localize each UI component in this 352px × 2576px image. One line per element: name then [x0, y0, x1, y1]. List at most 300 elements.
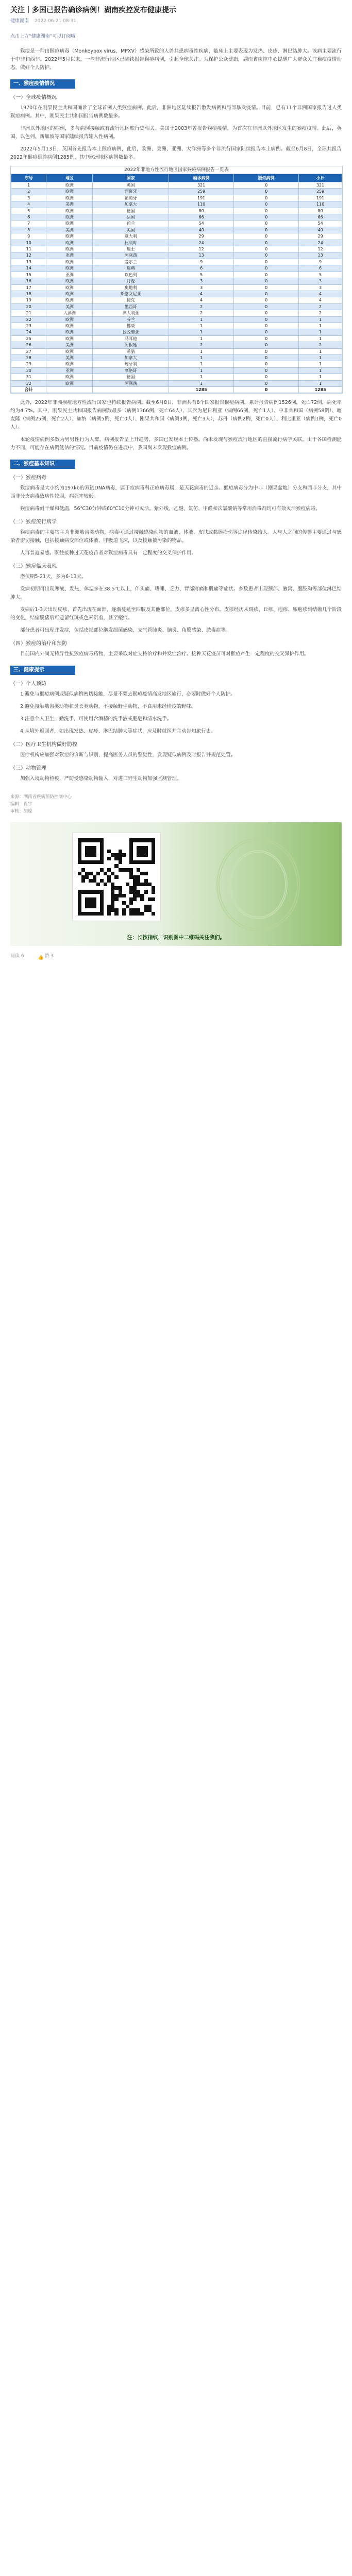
table-cell: 2 [299, 342, 342, 348]
table-cell: 1 [299, 380, 342, 386]
publish-date: 2022-06-21 08:31 [34, 19, 76, 24]
table-row [11, 182, 342, 189]
table-row [11, 265, 342, 272]
table-cell: 0 [234, 208, 299, 214]
table-cell: 欧洲 [46, 214, 93, 221]
table-row [11, 329, 342, 335]
table-cell: 0 [234, 329, 299, 335]
table-cell: 芬兰 [93, 316, 169, 323]
table-cell: 1 [299, 354, 342, 361]
table-cell: 0 [234, 348, 299, 354]
table-cell: 1 [299, 316, 342, 323]
paragraph: 部分患者可出现并发症，包括皮损部位继发细菌感染、支气管肺炎、脑炎、角膜感染、脓毒症等。 [20, 628, 231, 634]
table-cell: 美洲 [46, 201, 93, 208]
table-cell: 瑞典 [93, 265, 169, 272]
table-cell: 1 [169, 354, 234, 361]
table-row [11, 208, 342, 214]
table-title: 2022年非地方性流行地区国家猴痘病例报告一览表 [11, 166, 342, 174]
subheading: （一）全球疫情概况 [10, 95, 57, 100]
credit-review [10, 808, 342, 815]
table-cell: 美国 [93, 227, 169, 233]
table-cell: 54 [169, 221, 234, 227]
table-cell: 0 [234, 354, 299, 361]
table-cell: 加拿大 [93, 201, 169, 208]
table-row [11, 201, 342, 208]
table-cell: 19 [11, 297, 46, 303]
table-cell: 110 [169, 201, 234, 208]
like-value: 3 [51, 954, 54, 959]
table-cell: 3 [169, 284, 234, 291]
table-row [11, 240, 342, 246]
table-row [11, 284, 342, 291]
table-cell: 合计 [11, 387, 46, 393]
table-row [11, 354, 342, 361]
table-row [11, 342, 342, 348]
table-cell: 欧洲 [46, 374, 93, 380]
table-cell: 4 [169, 297, 234, 303]
paragraph: 猴痘病毒耐干燥和低温，56℃30分钟或60℃10分钟可灭活。紫外线、乙醚、氯仿、甲醛和次氯酸钠等常用消毒剂均可有效灭活猴痘病毒。 [20, 506, 321, 512]
table-cell: 1 [169, 316, 234, 323]
table-cell: 24 [169, 240, 234, 246]
table-cell: 80 [299, 208, 342, 214]
table-cell: 29 [169, 233, 234, 240]
table-cell: 2 [299, 303, 342, 310]
table-cell: 2 [299, 310, 342, 316]
subscribe-tagline[interactable]: 点击上方“健康湖南”可以订阅哦 [10, 34, 76, 39]
table-cell: 墨西哥 [93, 303, 169, 310]
table-cell: 23 [11, 323, 46, 329]
table-cell: 1 [299, 323, 342, 329]
table-cell: 英国 [93, 182, 169, 189]
table-cell: 8 [11, 227, 46, 233]
table-cell: 欧洲 [46, 195, 93, 201]
table-cell: 比利时 [93, 240, 169, 246]
table-cell: 4 [299, 291, 342, 297]
table-cell: 0 [234, 297, 299, 303]
table-cell: 美洲 [46, 227, 93, 233]
table-cell: 美洲 [46, 354, 93, 361]
table-cell: 9 [299, 259, 342, 265]
table-cell: 欧洲 [46, 316, 93, 323]
table-cell: 4 [299, 297, 342, 303]
table-cell: 0 [234, 342, 299, 348]
case-table [10, 166, 343, 394]
table-cell: 1 [11, 182, 46, 189]
subheading: （二）猴痘流行病学 [10, 519, 57, 526]
table-header: 确诊病例 [169, 174, 234, 182]
credit-label: 来源： [10, 794, 24, 800]
table-cell: 1285 [299, 387, 342, 393]
table-row [11, 252, 342, 259]
table-cell: 24 [11, 329, 46, 335]
table-cell: 11 [11, 246, 46, 252]
table-cell: 1 [169, 329, 234, 335]
paragraph: 猴痘病毒是大小约为197kb的双链DNA病毒，属于痘病毒科正痘病毒属，是天花病毒的近亲。猴痘病毒分为中非（刚果盆地）分支和西非分支，其中西非分支病毒致病性较弱，病死率较低。 [10, 485, 342, 500]
table-row [11, 227, 342, 233]
table-cell: 3 [169, 278, 234, 284]
paragraph: 2.避免接触啮齿类动物和灵长类动物，不接触野生动物，不食用未经检疫的野味。 [20, 704, 196, 710]
table-cell: 54 [299, 221, 342, 227]
table-row [11, 380, 342, 386]
paragraph: 人群普遍易感。既往接种过天花疫苗者对猴痘病毒具有一定程度的交叉保护作用。 [20, 550, 197, 556]
table-cell: 5 [169, 272, 234, 278]
table-cell: 欧洲 [46, 297, 93, 303]
paragraph: 1970年在刚果民主共和国确诊了全球首例人类猴痘病例。此后，非洲地区陆续报告散发病例和局部暴发疫情。目前，已有11个非洲国家报告过人类猴痘病例。其中，刚果民主共和国报告病例数最多。 [10, 105, 342, 119]
table-row [11, 233, 342, 240]
table-cell: 欧洲 [46, 335, 93, 342]
table-cell: 10 [11, 240, 46, 246]
table-cell: 66 [169, 214, 234, 221]
table-cell: 40 [299, 227, 342, 233]
credit-value: 肖宇 [23, 802, 32, 807]
article-title: 关注丨多国已报告确诊病例！湖南疾控发布健康提示 [10, 6, 176, 14]
table-cell: 欧洲 [46, 208, 93, 214]
article-actions [10, 952, 342, 960]
table-cell: 阿根廷 [93, 342, 169, 348]
table-cell: 欧洲 [46, 259, 93, 265]
table-cell: 0 [234, 367, 299, 374]
table-cell: 大洋洲 [46, 310, 93, 316]
table-cell: 欧洲 [46, 278, 93, 284]
table-cell: 欧洲 [46, 233, 93, 240]
table-cell: 66 [299, 214, 342, 221]
table-cell: 26 [11, 342, 46, 348]
table-cell: 0 [234, 233, 299, 240]
table-cell: 5 [11, 208, 46, 214]
table-row [11, 221, 342, 227]
author-link[interactable]: 健康湖南 [10, 19, 29, 24]
qr-banner [10, 822, 342, 946]
table-cell: 18 [11, 291, 46, 297]
subheading: （一）猴痘病毒 [10, 475, 46, 481]
table-cell: 3 [299, 284, 342, 291]
paragraph: 目前国内外尚无特异性抗猴痘病毒药物，主要采取对症支持治疗和并发症治疗。接种天花疫苗可对猴痘产生一定程度的交叉保护作用。 [20, 651, 309, 657]
qr-caption: 注：长按指纹，识别图中二维码关注我们。 [127, 935, 225, 941]
section-heading-1: 一、猴痘疫情情况 [10, 79, 75, 89]
table-cell: 1 [169, 380, 234, 386]
read-label: 阅读 [10, 954, 20, 959]
table-header: 序号 [11, 174, 46, 182]
table-cell: 0 [234, 316, 299, 323]
paragraph: 1.避免与猴痘病例或疑似病例密切接触，尽量不要去猴痘疫情高发地区旅行，必要时做好个人防护。 [20, 691, 236, 698]
table-cell: 欧洲 [46, 246, 93, 252]
fingerprint-icon[interactable] [216, 838, 300, 931]
subheading: （三）动物管理 [10, 766, 46, 772]
table-cell: 欧洲 [46, 284, 93, 291]
table-cell: 13 [299, 252, 342, 259]
table-cell: 欧洲 [46, 291, 93, 297]
table-cell: 意大利 [93, 233, 169, 240]
table-cell: 259 [169, 189, 234, 195]
table-cell: 摩洛哥 [93, 367, 169, 374]
table-row [11, 291, 342, 297]
table-row [11, 246, 342, 252]
table-cell: 法国 [93, 214, 169, 221]
credit-value: 湖南省疾病预防控制中心 [23, 794, 72, 800]
table-cell: 0 [234, 303, 299, 310]
table-cell: 挪威 [93, 323, 169, 329]
table-cell: 30 [11, 367, 46, 374]
table-cell: 12 [169, 246, 234, 252]
table-cell: 0 [234, 195, 299, 201]
paragraph: 加强入境动物检疫，严防受感染动物输入，对进口野生动物加强监测管理。 [20, 776, 182, 782]
table-cell: 5 [299, 272, 342, 278]
table-cell: 奥地利 [93, 284, 169, 291]
table-cell: 欧洲 [46, 348, 93, 354]
table-cell: 6 [11, 214, 46, 221]
thumbs-up-icon: 👍 [38, 955, 44, 960]
section-heading-3: 三、健康提示 [10, 666, 75, 675]
table-cell: 4 [11, 201, 46, 208]
table-cell: 13 [169, 252, 234, 259]
table-row [11, 310, 342, 316]
table-cell: 1 [299, 329, 342, 335]
table-cell: 亚洲 [46, 367, 93, 374]
table-cell: 15 [11, 272, 46, 278]
table-cell: 0 [234, 387, 299, 393]
paragraph: 发病初期可出现寒战、发热，体温多在38.5℃以上，伴头痛、嗜睡、乏力、背部疼痛和肌痛等症状。多数患者出现颈部、腋窝、腹股沟等部位淋巴结肿大。 [10, 586, 342, 601]
table-cell: 0 [234, 361, 299, 367]
table-cell: 14 [11, 265, 46, 272]
paragraph: 2022年5月13日，英国首先报告本土猴痘病例，此后，欧洲、美洲、亚洲、大洋洲等多个非流行国家陆续报告本土病例。截至6月8日，全球共报告2022年猴痘确诊病例1285例，其中欧洲地区病例数最多。 [10, 146, 342, 160]
table-cell: 欧洲 [46, 240, 93, 246]
table-cell: 0 [234, 265, 299, 272]
subheading: （四）猴痘的治疗和预防 [10, 641, 67, 647]
table-cell: 亚洲 [46, 252, 93, 259]
subheading: （一）个人预防 [10, 681, 46, 687]
table-cell: 捷克 [93, 297, 169, 303]
table-cell: 0 [234, 252, 299, 259]
table-row [11, 335, 342, 342]
paragraph: 猴痘病毒的主要宿主为非洲啮齿类动物，病毒可通过接触感染动物的血液、体液、皮肤或黏膜损伤等途径传染给人。人与人之间的传播主要通过与感染者密切接触，包括接触病变部位或体液、呼吸道飞沫，以及接触被污染的物品。 [10, 530, 342, 544]
table-cell: 1 [299, 361, 342, 367]
table-cell: 21 [11, 310, 46, 316]
table-cell: 欧洲 [46, 329, 93, 335]
table-row [11, 189, 342, 195]
table-cell: 0 [234, 374, 299, 380]
table-cell: 以色列 [93, 272, 169, 278]
table-cell: 0 [234, 246, 299, 252]
subheading: （三）猴痘临床表现 [10, 564, 57, 570]
table-cell: 2 [169, 310, 234, 316]
credit-source [10, 793, 342, 801]
paragraph: 此外，2022年非洲猴痘地方性流行国家也持续报告病例。截至6月8日，非洲共有8个国家报告猴痘病例，累计报告病例1526例，死亡72例，病死率约为4.7%。其中，刚果民主共和国报告病例数最多（病例1366例，死亡64人），其次为尼日利亚（病例66例，死亡1人）、中非共和国（病例58例）、喀麦隆（病例25例，死亡2人）、加纳（病例5例，死亡0人）、刚果共和国（病例3例，死亡3人），苏丹（病例2例，死亡0人）、利比里亚（病例1例，死亡0人）。 [10, 400, 342, 431]
table-row [11, 195, 342, 201]
table-cell: 拉脱维亚 [93, 329, 169, 335]
table-cell: 0 [234, 201, 299, 208]
table-header: 地区 [46, 174, 93, 182]
subheading: （二）医疗卫生机构做好防控 [10, 742, 77, 748]
table-cell: 匈牙利 [93, 361, 169, 367]
table-cell: 欧洲 [46, 265, 93, 272]
table-cell: 西班牙 [93, 189, 169, 195]
table-cell: 1 [169, 323, 234, 329]
table-cell: 191 [299, 195, 342, 201]
table-cell: 爱尔兰 [93, 259, 169, 265]
table-cell: 40 [169, 227, 234, 233]
table-cell: 22 [11, 316, 46, 323]
table-cell: 欧洲 [46, 182, 93, 189]
credit-value: 胡琼 [23, 809, 32, 815]
table-cell: 0 [234, 310, 299, 316]
table-row [11, 297, 342, 303]
like-label: 赞 [44, 954, 49, 959]
table-cell: 澳大利亚 [93, 310, 169, 316]
table-cell: 1 [299, 348, 342, 354]
paragraph: 本轮疫情病例多数为男男性行为人群，病例报告呈上升趋势，多国已发现本土传播。尚未发现与猴痘流行地区的直接流行病学关联。由于各国检测能力不同，可能存在病例低估的情况。目前疫情仍在进展中，我国尚未发现猴痘病例。 [10, 437, 342, 451]
table-cell: 191 [169, 195, 234, 201]
table-cell: 欧洲 [46, 361, 93, 367]
table-cell: 0 [234, 221, 299, 227]
table-cell: 9 [169, 259, 234, 265]
table-cell: 321 [169, 182, 234, 189]
table-cell: 阿联酋 [93, 252, 169, 259]
article-meta [10, 18, 342, 25]
table-row [11, 367, 342, 374]
table-header: 国家 [93, 174, 169, 182]
table-cell: 欧洲 [46, 189, 93, 195]
table-cell: 0 [234, 380, 299, 386]
table-cell: 0 [234, 182, 299, 189]
table-cell: 0 [234, 335, 299, 342]
paragraph: 4.从境外返回者，如出现发热、皮疹、淋巴结肿大等症状，应及时就医并主动告知旅行史。 [20, 728, 216, 735]
table-cell: 7 [11, 221, 46, 227]
table-cell: 9 [11, 233, 46, 240]
table-cell: 1 [169, 374, 234, 380]
table-cell: 4 [169, 291, 234, 297]
table-cell: 0 [234, 240, 299, 246]
table-cell: 28 [11, 354, 46, 361]
table-cell: 0 [234, 291, 299, 297]
table-cell: 0 [234, 323, 299, 329]
table-cell: 0 [234, 278, 299, 284]
table-row [11, 348, 342, 354]
table-cell: 0 [234, 284, 299, 291]
table-cell: 29 [299, 233, 342, 240]
table-row [11, 278, 342, 284]
table-cell: 0 [234, 227, 299, 233]
table-cell: 32 [11, 380, 46, 386]
table-cell: 1285 [169, 387, 234, 393]
table-cell: 25 [11, 335, 46, 342]
credits [10, 793, 342, 815]
table-cell: 加拿大 [93, 354, 169, 361]
case-table-grid [11, 174, 342, 393]
table-cell: 13 [11, 259, 46, 265]
table-cell: 瑞士 [93, 246, 169, 252]
table-cell: 美洲 [46, 303, 93, 310]
table-cell: 1 [299, 335, 342, 342]
table-cell: 马耳他 [93, 335, 169, 342]
table-header: 疑似病例 [234, 174, 299, 182]
table-cell: 31 [11, 374, 46, 380]
table-cell: 321 [299, 182, 342, 189]
table-cell [46, 387, 93, 393]
table-row [11, 272, 342, 278]
table-cell: 3 [299, 278, 342, 284]
table-header-row [11, 174, 342, 182]
section-heading-2: 二、猴痘基本知识 [10, 460, 75, 469]
table-cell: 16 [11, 278, 46, 284]
table-row [11, 323, 342, 329]
table-cell: 12 [11, 252, 46, 259]
table-cell: 欧洲 [46, 380, 93, 386]
table-cell: 0 [234, 272, 299, 278]
table-cell: 17 [11, 284, 46, 291]
table-cell: 1 [299, 374, 342, 380]
paragraph: 非洲以外地区的病例，多与病例接触或有流行地区旅行史相关。美国于2003年曾报告猴痘疫情，为首次在非洲以外地区发生的猴痘疫情。此后，英国、以色列、新加坡等国家陆续报告输入性病例。 [10, 126, 342, 140]
credit-label: 审核： [10, 809, 24, 815]
table-cell: 3 [11, 195, 46, 201]
table-cell: 24 [299, 240, 342, 246]
paragraph: 医疗机构应加强对猴痘的诊断与识别，提高医务人员的警觉性，发现疑似病例及时报告并规范处置。 [20, 752, 236, 758]
table-cell: 2 [11, 189, 46, 195]
table-cell: 1 [169, 348, 234, 354]
table-cell: 阿联酋 [93, 380, 169, 386]
table-cell: 美洲 [46, 342, 93, 348]
table-cell: 0 [234, 214, 299, 221]
table-body [11, 182, 342, 393]
table-row [11, 316, 342, 323]
table-cell: 欧洲 [46, 323, 93, 329]
like-button[interactable] [38, 954, 54, 959]
table-cell: 1 [169, 335, 234, 342]
table-row [11, 374, 342, 380]
read-value: 6 [21, 954, 24, 959]
table-cell: 2 [169, 303, 234, 310]
table-cell: 葡萄牙 [93, 195, 169, 201]
table-header: 小计 [299, 174, 342, 182]
paragraph: 3.注意个人卫生，勤洗手，可使用含酒精的洗手液或肥皂和清水洗手。 [20, 716, 172, 722]
table-cell: 1 [299, 367, 342, 374]
qr-code-image[interactable] [72, 833, 161, 921]
table-cell: 2 [169, 342, 234, 348]
table-cell: 12 [299, 246, 342, 252]
table-cell: 德国 [93, 208, 169, 214]
article [0, 0, 352, 960]
paragraph: 潜伏期5-21天，多为6-13天。 [20, 574, 87, 580]
table-cell: 斯洛文尼亚 [93, 291, 169, 297]
table-cell: 6 [169, 265, 234, 272]
table-cell: 1 [169, 361, 234, 367]
table-row [11, 303, 342, 310]
read-count [10, 954, 24, 959]
table-row [11, 259, 342, 265]
table-row [11, 361, 342, 367]
table-cell: 1 [169, 367, 234, 374]
table-row [11, 214, 342, 221]
table-cell: 0 [234, 259, 299, 265]
intro-paragraph: 猴痘是一种由猴痘病毒（Monkeypox virus，MPXV）感染所致的人兽共患病毒性疾病，临床上主要表现为发热、皮疹、淋巴结肿大。该病主要流行于中非和西非。2022年5月以来，一些非流行地区已陆续报告猴痘病例，引起全球关注。为保护公众健康，湖南省疾控中心提醒广大群众关注猴痘疫情动态，做好个人防护。 [10, 48, 342, 71]
table-cell: 希腊 [93, 348, 169, 354]
table-cell: 259 [299, 189, 342, 195]
table-total-row [11, 387, 342, 393]
table-cell: 80 [169, 208, 234, 214]
table-cell: 6 [299, 265, 342, 272]
table-cell: 亚洲 [46, 272, 93, 278]
table-cell: 29 [11, 361, 46, 367]
credit-editor [10, 801, 342, 808]
table-cell: 110 [299, 201, 342, 208]
table-cell: 荷兰 [93, 221, 169, 227]
table-cell: 欧洲 [46, 221, 93, 227]
table-cell: 丹麦 [93, 278, 169, 284]
table-cell: 0 [234, 189, 299, 195]
paragraph: 发病后1-3天出现皮疹，首先出现在面部，逐渐蔓延至四肢及其他部位，皮疹多呈离心性分布。皮疹经历从斑疹、丘疹、疱疹、脓疱疹到结痂几个阶段的变化，结痂脱落后可遗留红斑或色素沉着，甚至瘢痕。 [10, 607, 342, 621]
table-cell: 20 [11, 303, 46, 310]
table-cell: 27 [11, 348, 46, 354]
credit-label: 编辑： [10, 802, 24, 807]
